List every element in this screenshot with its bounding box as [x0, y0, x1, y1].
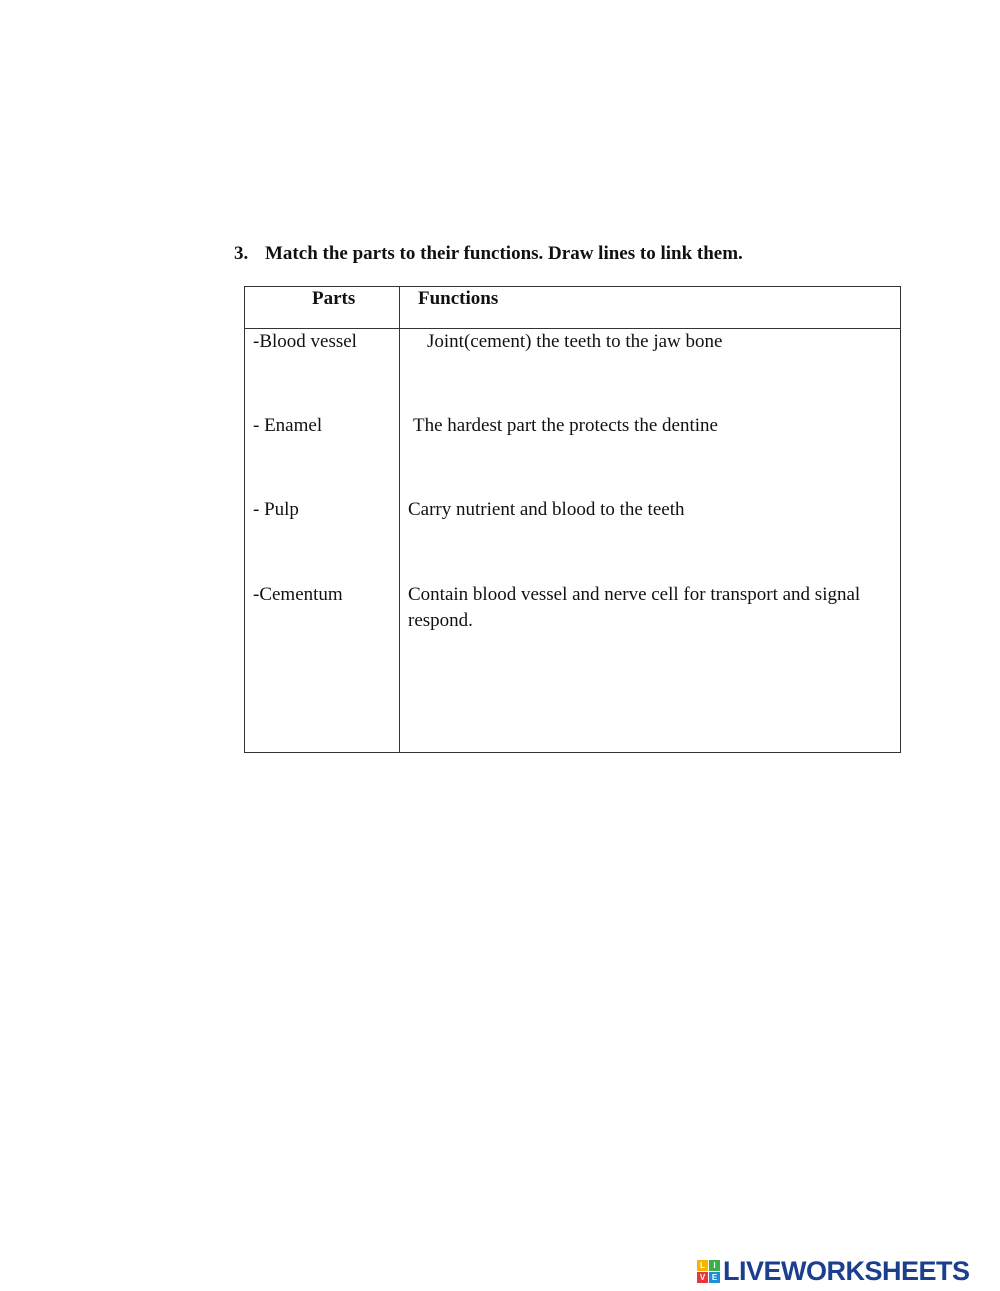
matching-table	[244, 286, 901, 753]
logo-blocks-icon	[697, 1260, 720, 1283]
question-heading	[234, 243, 743, 265]
header-parts: Parts	[312, 288, 356, 309]
question-text: Match the parts to their functions. Draw lines to link them.	[265, 243, 743, 264]
logo-text: LIVEWORKSHEETS	[723, 1255, 970, 1286]
function-item[interactable]: The hardest part the protects the dentine	[413, 415, 718, 436]
header-functions: Functions	[418, 288, 499, 309]
logo-block-e: E	[709, 1272, 720, 1283]
function-item[interactable]: Carry nutrient and blood to the teeth	[408, 499, 685, 520]
function-item[interactable]: Contain blood vessel and nerve cell for transport and signal respond.	[408, 584, 861, 631]
liveworksheets-logo	[697, 1257, 970, 1285]
function-item[interactable]: Joint(cement) the teeth to the jaw bone	[427, 331, 723, 352]
logo-block-i: I	[709, 1260, 720, 1271]
logo-block-l: L	[697, 1260, 708, 1271]
question-number: 3.	[234, 243, 249, 264]
part-item[interactable]: - Pulp	[253, 499, 299, 520]
part-item[interactable]: -Cementum	[253, 584, 343, 605]
logo-block-v: V	[697, 1272, 708, 1283]
column-divider	[399, 287, 400, 752]
part-item[interactable]: - Enamel	[253, 415, 323, 436]
part-item[interactable]: -Blood vessel	[253, 331, 357, 352]
